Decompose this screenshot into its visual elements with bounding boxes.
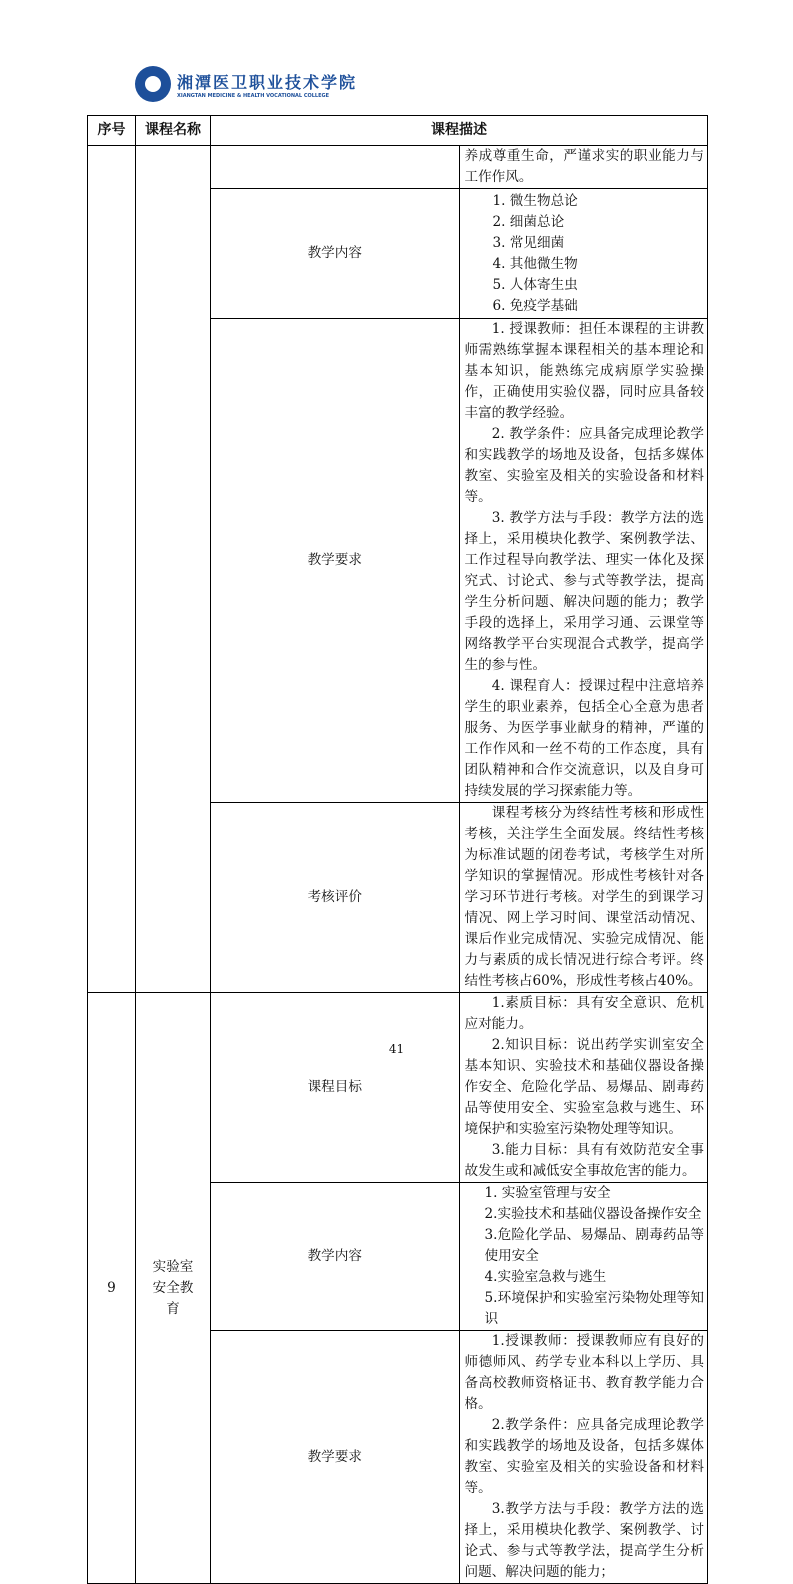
list-item: 1. 实验室管理与安全 <box>484 1185 611 1201</box>
course8-req-text <box>459 319 708 803</box>
school-name-en: XIANGTAN MEDICINE & HEALTH VOCATIONAL COLLEGE <box>177 92 330 99</box>
course8-req-label: 教学要求 <box>211 319 460 803</box>
course9-req-text <box>459 1331 708 1584</box>
page-number: 41 <box>388 1042 405 1056</box>
school-logo <box>135 66 357 102</box>
list-item: 4.实验室急救与逃生 <box>484 1269 607 1285</box>
header-course-name: 课程名称 <box>136 116 211 146</box>
list-item: 3.危险化学品、易爆品、剧毒药品等使用安全 <box>484 1227 704 1264</box>
course9-goal-text <box>459 993 708 1183</box>
course8-eval-text <box>459 803 708 993</box>
paragraph: 3.能力目标：具有有效防范安全事故发生或和减低安全事故危害的能力。 <box>464 1142 704 1179</box>
paragraph: 2.知识目标：说出药学实训室安全基本知识、实验技术和基础仪器设备操作安全、危险化学品、易爆品、剧毒药品等使用安全、实验室急救与逃生、环境保护和实验室污染物处理等知识。 <box>464 1037 704 1137</box>
paragraph: 2.教学条件：应具备完成理论教学和实践教学的场地及设备，包括多媒体教室、实验室及相关的实验设备和材料等。 <box>464 1417 704 1496</box>
course9-req-label: 教学要求 <box>211 1331 460 1584</box>
paragraph: 3.教学方法与手段：教学方法的选择上，采用模块化教学、案例教学、讨论式、参与式等教学法，提高学生分析问题、解决问题的能力； <box>464 1501 704 1580</box>
table-row <box>88 993 708 1183</box>
list-item: 6. 免疫学基础 <box>492 297 578 314</box>
list-item: 3. 常见细菌 <box>492 234 565 251</box>
list-item: 1. 微生物总论 <box>492 192 578 209</box>
paragraph: 1.授课教师：授课教师应有良好的师德师风、药学专业本科以上学历、具备高校教师资格证书、教育教学能力合格。 <box>464 1333 704 1412</box>
paragraph: 4. 课程育人：授课过程中注意培养学生的职业素养，包括全心全意为患者服务、为医学事业献身的精神，严谨的工作作风和一丝不苟的工作态度，具有团队精神和合作交流意识，以及自身可持续发展的学习探索能力等。 <box>464 678 704 799</box>
course8-eval-label: 考核评价 <box>211 803 460 993</box>
header-description: 课程描述 <box>211 116 708 146</box>
course9-number: 9 <box>88 993 136 1584</box>
list-item: 2.实验技术和基础仪器设备操作安全 <box>484 1206 702 1222</box>
list-item: 2. 细菌总论 <box>492 213 565 230</box>
course-table <box>87 115 708 1584</box>
list-item: 4. 其他微生物 <box>492 255 578 272</box>
course9-content-label: 教学内容 <box>211 1183 460 1331</box>
paragraph: 1. 授课教师：担任本课程的主讲教师需熟练掌握本课程相关的基本理论和基本知识，能熟练完成病原学实验操作，正确使用实验仪器，同时应具备较丰富的教学经验。 <box>464 321 704 421</box>
course8-name <box>136 146 211 993</box>
paragraph: 3. 教学方法与手段：教学方法的选择上，采用模块化教学、案例教学法、工作过程导向教学法、理实一体化及探究式、讨论式、参与式等教学法，提高学生分析问题、解决问题的能力；教学手段的选择上，采用学习通、云课堂等网络教学平台实现混合式教学，提高学生的参与性。 <box>464 510 704 673</box>
school-name-cn: 湘潭医卫职业技术学院 <box>177 72 358 92</box>
paragraph: 2. 教学条件：应具备完成理论教学和实践教学的场地及设备，包括多媒体教室、实验室及相关的实验设备和材料等。 <box>464 426 704 505</box>
list-item: 5. 人体寄生虫 <box>492 276 578 293</box>
course8-number <box>88 146 136 993</box>
course8-content-label: 教学内容 <box>211 189 460 319</box>
course9-name: 实验室安全教育 <box>136 993 211 1584</box>
header-number: 序号 <box>88 116 136 146</box>
table-row <box>88 146 708 189</box>
paragraph: 1.素质目标：具有安全意识、危机应对能力。 <box>464 995 704 1032</box>
course8-continued-text: 养成尊重生命，严谨求实的职业能力与工作作风。 <box>459 146 708 189</box>
school-seal-icon <box>135 66 171 102</box>
course9-content-list <box>459 1183 708 1331</box>
course9-goal-label: 课程目标 <box>211 993 460 1183</box>
list-item: 5.环境保护和实验室污染物处理等知识 <box>484 1290 704 1327</box>
course8-content-list <box>459 189 708 319</box>
table-header-row <box>88 116 708 146</box>
paragraph: 课程考核分为终结性考核和形成性考核，关注学生全面发展。终结性考核为标准试题的闭卷考试，考核学生对所学知识的掌握情况。形成性考核针对各学习环节进行考核。对学生的到课学习情况、网上学习时间、课堂活动情况、课后作业完成情况、实验完成情况、能力与素质的成长情况进行综合考评。终结性考核占60%，形成性考核占40%。 <box>464 805 704 989</box>
